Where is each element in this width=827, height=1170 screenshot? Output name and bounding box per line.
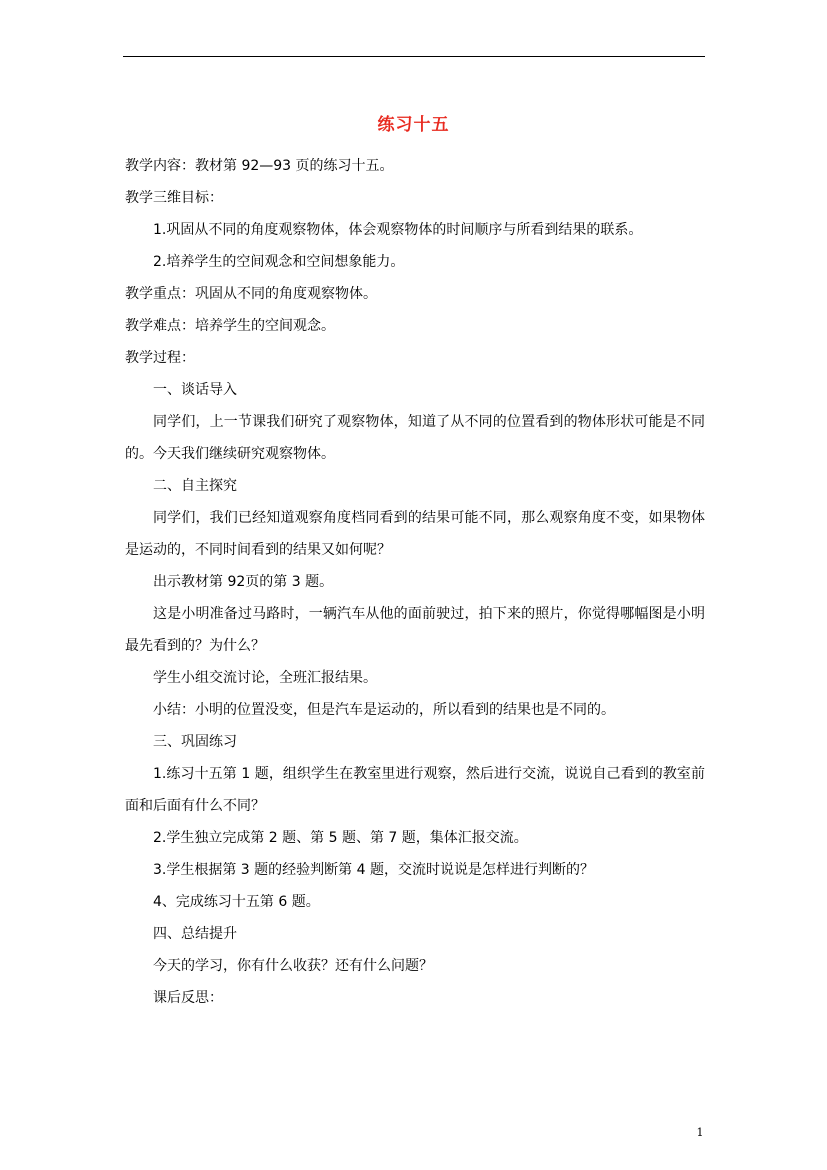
paragraph: 教学三维目标：	[125, 190, 223, 206]
paragraph: 二、自主探究	[153, 478, 237, 494]
document-body	[125, 150, 705, 1014]
paragraph: 1.练习十五第 1 题，组织学生在教室里进行观察，然后进行交流，说说自己看到的教室前面和后面有什么不同？	[125, 766, 705, 814]
paragraph: 四、总结提升	[153, 926, 237, 942]
paragraph: 同学们，我们已经知道观察角度档同看到的结果可能不同，那么观察角度不变，如果物体是运动的，不同时间看到的结果又如何呢？	[125, 510, 705, 558]
paragraph: 教学过程：	[125, 350, 195, 366]
paragraph: 教学难点：培养学生的空间观念。	[125, 318, 335, 334]
paragraph: 1.巩固从不同的角度观察物体，体会观察物体的时间顺序与所看到结果的联系。	[153, 222, 643, 238]
page-number: 1	[696, 1126, 704, 1139]
paragraph: 学生小组交流讨论，全班汇报结果。	[153, 670, 377, 686]
paragraph: 课后反思：	[153, 990, 223, 1006]
paragraph: 三、巩固练习	[153, 734, 237, 750]
document-title: 练习十五	[377, 115, 450, 135]
paragraph: 小结：小明的位置没变，但是汽车是运动的，所以看到的结果也是不同的。	[153, 702, 615, 718]
paragraph: 同学们，上一节课我们研究了观察物体，知道了从不同的位置看到的物体形状可能是不同的。今天我们继续研究观察物体。	[125, 414, 705, 462]
paragraph: 教学内容：教材第 92—93 页的练习十五。	[125, 158, 394, 174]
paragraph: 教学重点：巩固从不同的角度观察物体。	[125, 286, 377, 302]
paragraph: 2.学生独立完成第 2 题、第 5 题、第 7 题，集体汇报交流。	[153, 830, 528, 846]
paragraph: 一、谈话导入	[153, 382, 237, 398]
paragraph: 这是小明准备过马路时，一辆汽车从他的面前驶过，拍下来的照片，你觉得哪幅图是小明最先看到的？为什么？	[125, 606, 705, 654]
paragraph: 2.培养学生的空间观念和空间想象能力。	[153, 254, 405, 270]
paragraph: 3.学生根据第 3 题的经验判断第 4 题，交流时说说是怎样进行判断的？	[153, 862, 594, 878]
paragraph: 今天的学习，你有什么收获？还有什么问题？	[153, 958, 433, 974]
paragraph: 出示教材第 92页的第 3 题。	[153, 574, 334, 590]
header-rule	[123, 56, 705, 57]
paragraph: 4、完成练习十五第 6 题。	[153, 894, 320, 910]
